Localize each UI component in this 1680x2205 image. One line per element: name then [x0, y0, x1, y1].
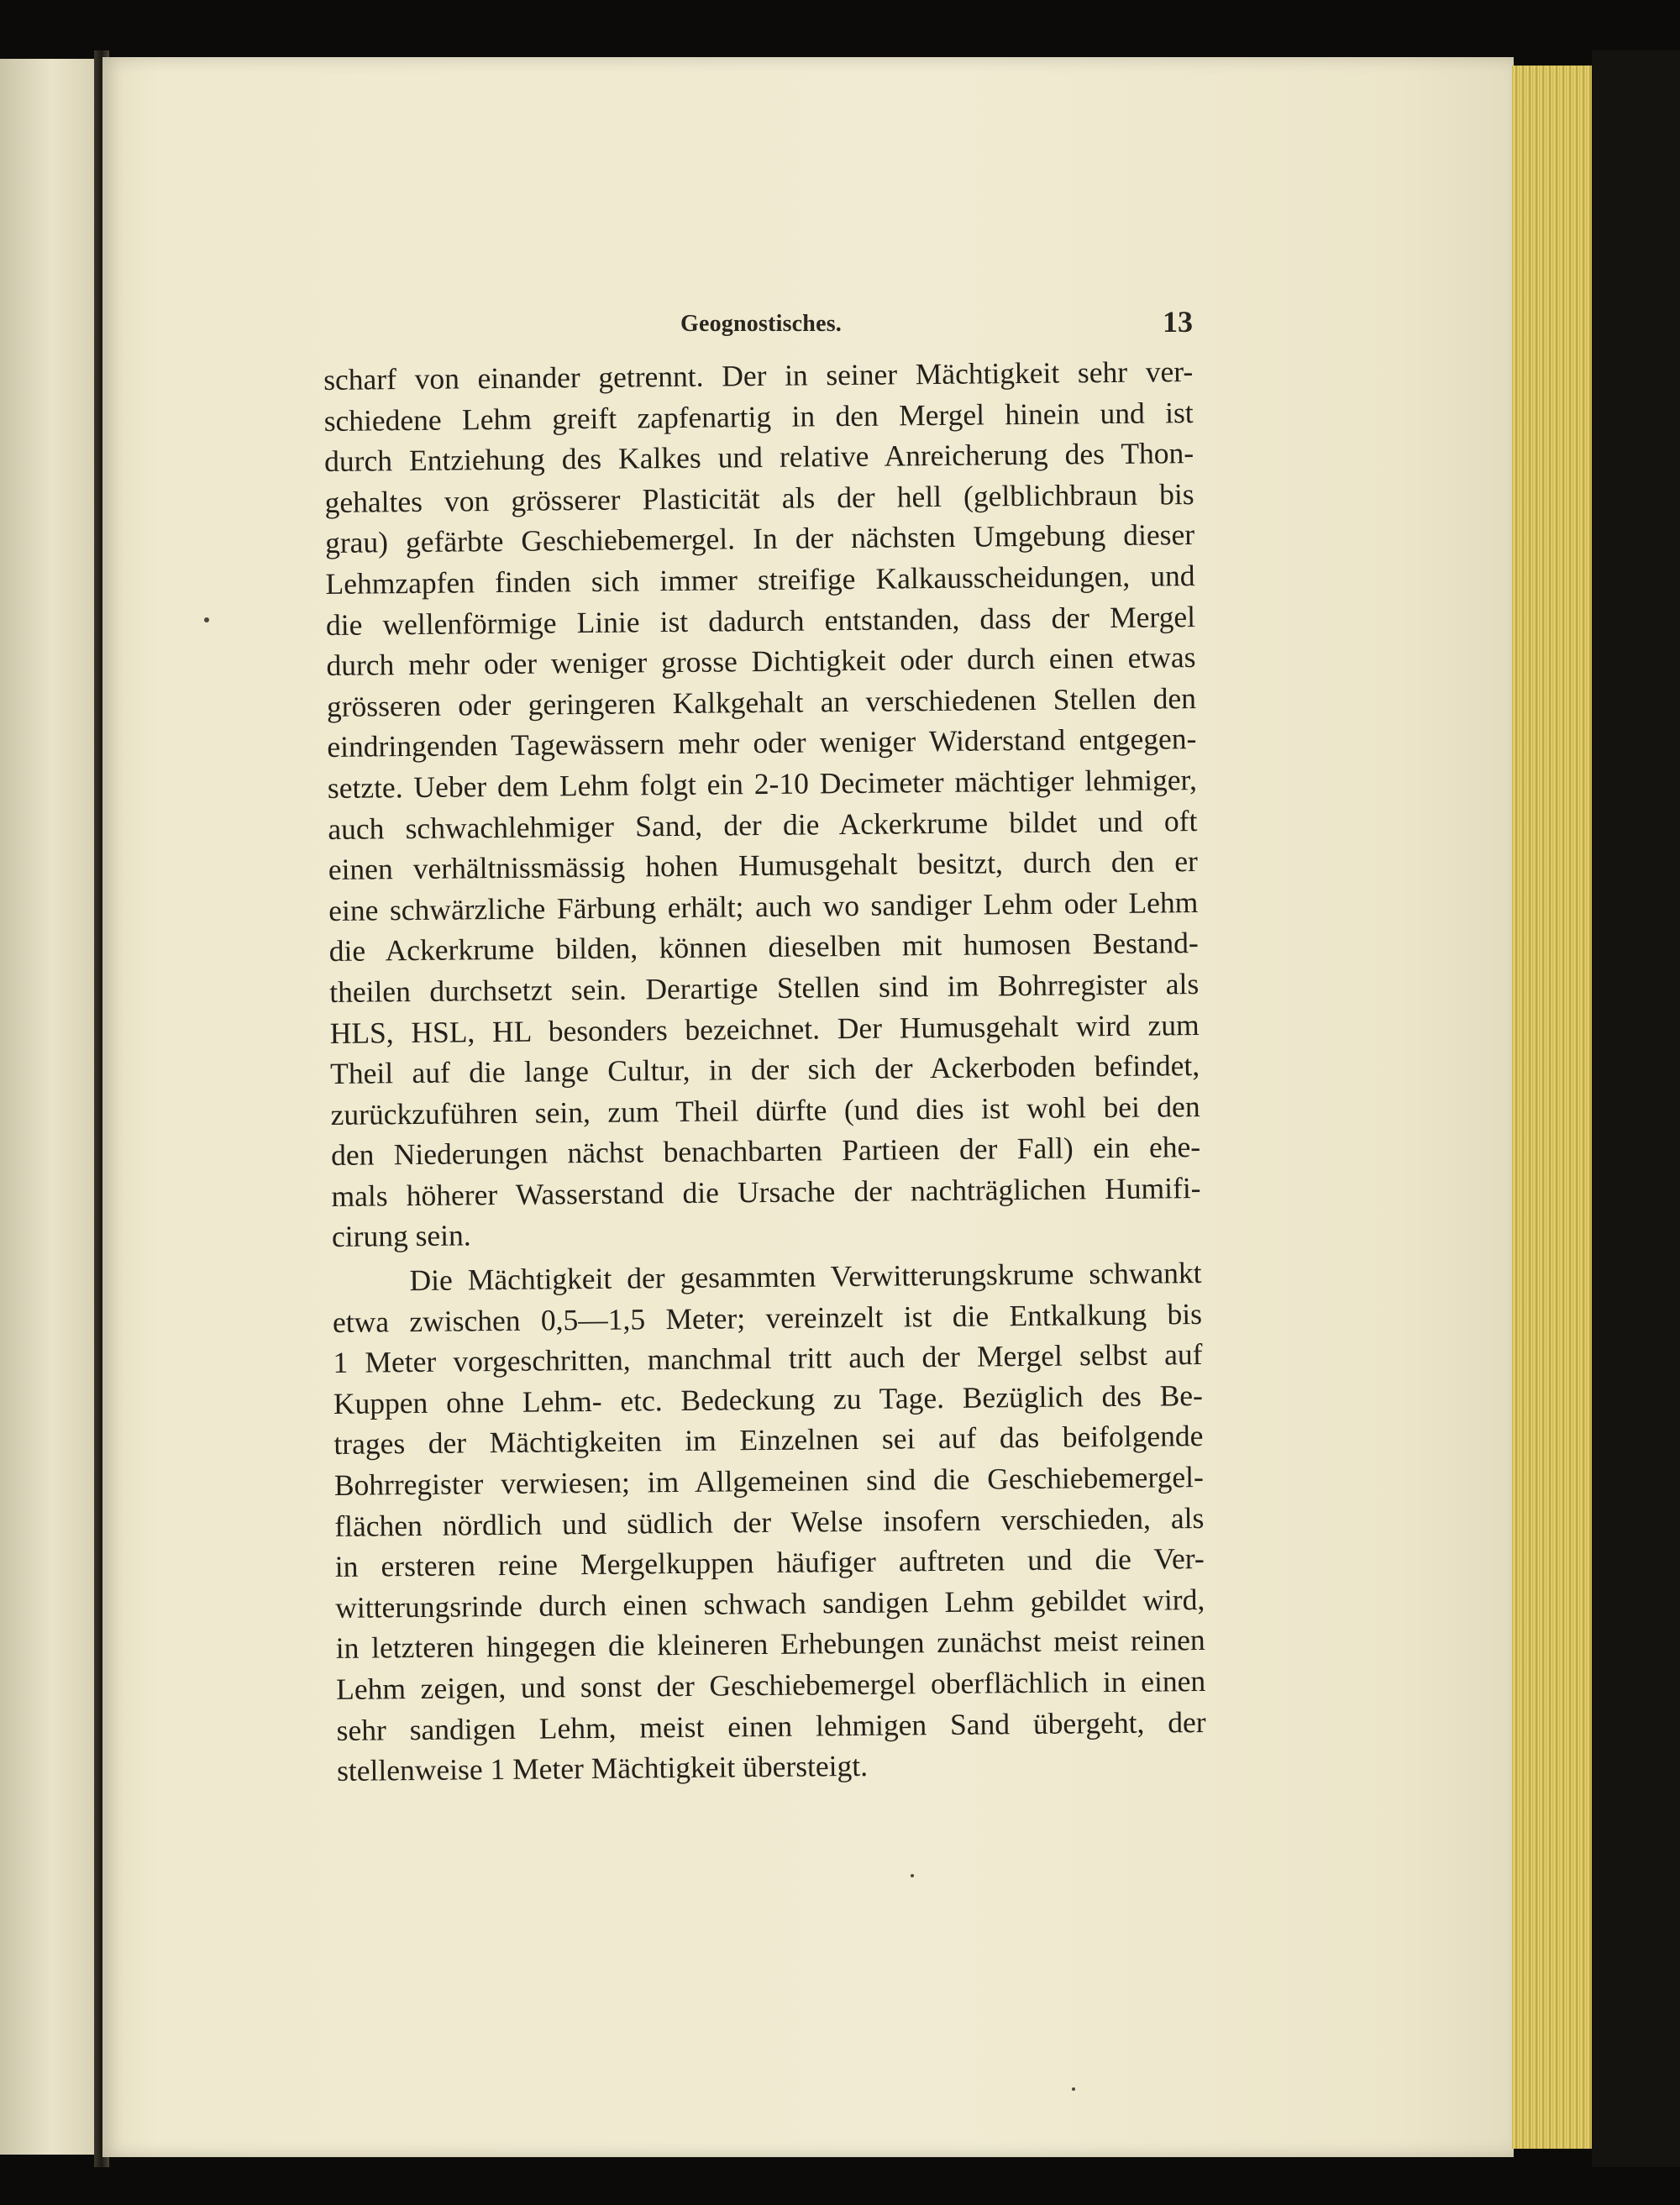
- text-line: die wellenförmige Linie ist dadurch entstanden, dass der Mergel: [325, 599, 1196, 642]
- paper-speck: [204, 617, 209, 622]
- text-line: eindringenden Tagewässern mehr oder weniger Widerstand entgegen-: [327, 722, 1197, 764]
- text-line: grösseren oder geringeren Kalkgehalt an verschiedenen Stellen den: [326, 680, 1197, 723]
- paragraph: [332, 1252, 1206, 1792]
- text-line: grau) gefärbte Geschiebemergel. In der nächsten Umgebung dieser: [324, 517, 1195, 560]
- text-line: zurückzuführen sein, zum Theil dürfte (und dies ist wohl bei den: [330, 1089, 1200, 1131]
- text-line: Die Mächtigkeit der gesammten Verwitterungskrume schwankt: [409, 1256, 1202, 1298]
- text-line: witterungsrinde durch einen schwach sandigen Lehm gebildet wird,: [335, 1582, 1205, 1625]
- text-line: sehr sandigen Lehm, meist einen lehmigen Sand übergeht, der: [336, 1704, 1206, 1747]
- text-line: theilen durchsetzt sein. Derartige Stellen sind im Bohrregister als: [329, 966, 1200, 1009]
- text-line: 1 Meter vorgeschritten, manchmal tritt auch der Mergel selbst auf: [333, 1337, 1203, 1380]
- text-line: schiedene Lehm greift zapfenartig in den Mergel hinein und ist: [323, 395, 1194, 438]
- left-page-edge: [0, 59, 97, 2155]
- binding-shadow: [1592, 50, 1680, 2167]
- text-line: in ersteren reine Mergelkuppen häufiger auftreten und die Ver-: [334, 1541, 1205, 1584]
- text-line: Lehm zeigen, und sonst der Geschiebemergel oberflächlich in einen: [336, 1663, 1206, 1706]
- text-line: durch mehr oder weniger grosse Dichtigkeit oder durch einen etwas: [326, 640, 1196, 683]
- text-line: einen verhältnissmässig hohen Humusgehalt besitzt, durch den er: [328, 844, 1198, 887]
- text-line: Bohrregister verwiesen; im Allgemeinen sind die Geschiebemergel-: [333, 1460, 1205, 1502]
- text-line: scharf von einander getrennt. Der in seiner Mächtigkeit sehr ver-: [323, 354, 1194, 396]
- text-line: in letzteren hingegen die kleineren Erhebungen zunächst meist reinen: [335, 1623, 1205, 1666]
- text-line: durch Entziehung des Kalkes und relative Anreicherung des Thon-: [323, 436, 1194, 479]
- paper-speck: [911, 1874, 914, 1877]
- text-line: trages der Mächtigkeiten im Einzelnen sei auf das beifolgende: [333, 1419, 1204, 1462]
- text-line: HLS, HSL, HL besonders bezeichnet. Der Humusgehalt wird zum: [329, 1007, 1200, 1050]
- text-line: Kuppen ohne Lehm- etc. Bedeckung zu Tage. Bezüglich des Be-: [333, 1378, 1204, 1420]
- text-line: mals höherer Wasserstand die Ursache der nachträglichen Humifi-: [331, 1170, 1201, 1213]
- running-head: [328, 304, 1193, 346]
- text-line: flächen nördlich und südlich der Welse insofern verschieden, als: [334, 1500, 1205, 1543]
- text-line: etwa zwischen 0,5—1,5 Meter; vereinzelt ist die Entkalkung bis: [332, 1296, 1203, 1339]
- text-line: cirung sein.: [331, 1218, 471, 1254]
- text-line: gehaltes von grösserer Plasticität als der hell (gelblichbraun bis: [324, 476, 1194, 519]
- text-line: eine schwärzliche Färbung erhält; auch wo sandiger Lehm oder Lehm: [328, 885, 1199, 927]
- page-stack-edge: [1512, 66, 1593, 2149]
- page-number: 13: [1163, 305, 1193, 339]
- text-line: Theil auf die lange Cultur, in der sich der Ackerboden befindet,: [329, 1048, 1200, 1091]
- body-text: [323, 351, 1206, 1792]
- text-line: setzte. Ueber dem Lehm folgt ein 2-10 Decimeter mächtiger lehmiger,: [327, 762, 1198, 805]
- text-line: den Niederungen nächst benachbarten Partieen der Fall) ein ehe-: [330, 1130, 1201, 1173]
- text-line: Lehmzapfen finden sich immer streifige Kalkausscheidungen, und: [325, 559, 1195, 601]
- text-line: die Ackerkrume bilden, können dieselben mit humosen Bestand-: [328, 926, 1199, 969]
- paper-speck: [1072, 2087, 1075, 2091]
- running-head-title: Geognostisches.: [680, 311, 842, 337]
- paragraph: [323, 351, 1201, 1257]
- text-line: auch schwachlehmiger Sand, der die Ackerkrume bildet und oft: [328, 803, 1198, 846]
- text-line: stellenweise 1 Meter Mächtigkeit übersteigt.: [336, 1749, 869, 1788]
